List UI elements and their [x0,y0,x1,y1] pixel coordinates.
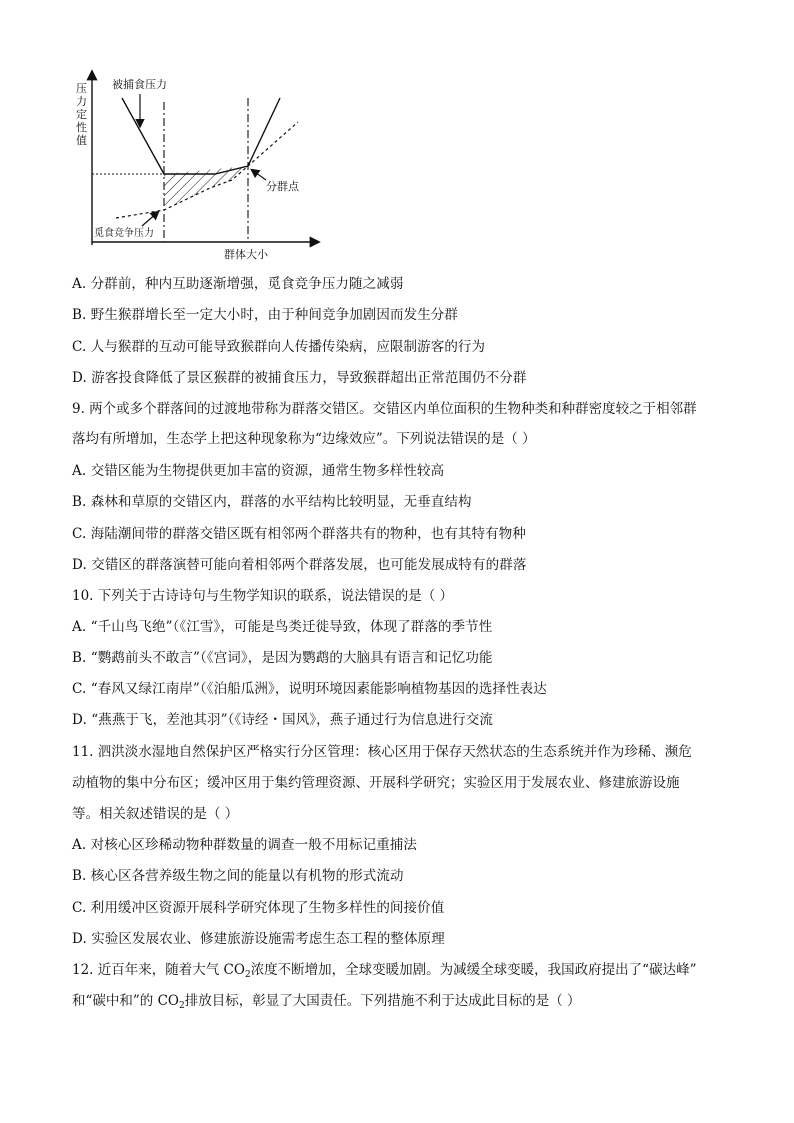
q12-text-a: 12. 近百年来，随着大气 CO [72,962,245,978]
q11-option-a: A. 对核心区珍稀动物种群数量的调查一般不用标记重捕法 [72,837,418,853]
y-axis-label-char: 压 [76,82,87,95]
q9-option-a: A. 交错区能为生物提供更加丰富的资源，通常生物多样性较高 [72,463,445,479]
q12-text-d: 排放目标，彰显了大国责任。下列措施不利于达成此目标的是（ ） [184,993,581,1009]
q11-option-d: D. 实验区发展农业、修建旅游设施需考虑生态工程的整体原理 [72,931,445,947]
q8-option-b: B. 野生猴群增长至一定大小时，由于种间竞争加剧因而发生分群 [72,307,459,323]
q9-stem-line2: 落均有所增加，生态学上把这种现象称为“边缘效应”。下列说法错误的是（ ） [72,431,536,447]
q10-option-a: A. “千山鸟飞绝”（《江雪》，可能是鸟类迁徙导致，体现了群落的季节性 [72,619,493,635]
q9-option-d: D. 交错区的群落演替可能向着相邻两个群落发展，也可能发展成特有的群落 [72,557,527,573]
bottom-label-arrow [142,212,158,226]
q12-text-c: 和“碳中和”的 CO [72,993,179,1009]
x-axis-label: 群体大小 [224,248,268,261]
q8-option-a: A. 分群前，种内互助逐渐增强，觅食竞争压力随之减弱 [72,276,404,292]
q10-option-c: C. “春风又绿江南岸”（《泊船瓜洲》，说明环境因素能影响植物基因的选择性表达 [72,681,547,697]
q11-option-c: C. 利用缓冲区资源开展科学研究体现了生物多样性的间接价值 [72,900,445,916]
y-axis-label [76,82,87,147]
y-axis-label-char: 力 [76,95,87,108]
q10-stem: 10. 下列关于古诗诗句与生物学知识的联系，说法错误的是（ ） [72,588,454,604]
graph-svg [60,62,330,262]
bottom-curve-label: 觅食竞争压力 [94,228,154,239]
y-axis-label-char: 值 [76,134,87,147]
point-label-arrow [252,170,266,180]
q9-option-b: B. 森林和草原的交错区内，群落的水平结构比较明显，无垂直结构 [72,494,472,510]
y-axis-label-char: 定 [76,108,87,121]
pressure-graph [60,62,330,262]
q11-stem-line2: 动植物的集中分布区；缓冲区用于集约管理资源、开展科学研究；实验区用于发展农业、修建旅游设施 [72,775,680,791]
q8-option-d: D. 游客投食降低了景区猴群的被捕食压力，导致猴群超出正常范围仍不分群 [72,370,527,386]
q8-option-c: C. 人与猴群的互动可能导致猴群向人传播传染病，应限制游客的行为 [72,339,486,355]
q12-stem-line1 [72,960,697,985]
top-curve-label: 被捕食压力 [112,78,167,91]
q11-option-b: B. 核心区各营养级生物之间的能量以有机物的形式流动 [72,868,404,884]
y-axis-label-char: 性 [76,121,87,134]
split-point-label: 分群点 [266,180,299,193]
q12-sub-1: 2 [244,970,251,980]
q12-stem-line2 [72,991,581,1016]
predation-pressure-curve [122,98,280,174]
q9-option-c: C. 海陆潮间带的群落交错区既有相邻两个群落共有的物种，也有其特有物种 [72,526,526,542]
q12-sub-2: 2 [179,1001,185,1011]
q10-option-b: B. “鹦鹉前头不敢言”（《宫词》，是因为鹦鹉的大脑具有语言和记忆功能 [72,650,493,666]
q10-option-d: D. “燕燕于飞，差池其羽”（《诗经・国风》，燕子通过行为信息进行交流 [72,712,493,728]
q11-stem-line3: 等。相关叙述错误的是（ ） [72,806,239,822]
q9-stem-line1: 9. 两个或多个群落间的过渡地带称为群落交错区。交错区内单位面积的生物种类和种群密度较之于相邻群 [72,401,697,417]
q12-text-b: 浓度不断增加，全球变暖加剧。为减缓全球变暖，我国政府提出了“碳达峰” [250,962,697,978]
q11-stem-line1: 11. 泗洪淡水湿地自然保护区严格实行分区管理：核心区用于保存天然状态的生态系统并作为珍稀、濒危 [72,744,692,760]
